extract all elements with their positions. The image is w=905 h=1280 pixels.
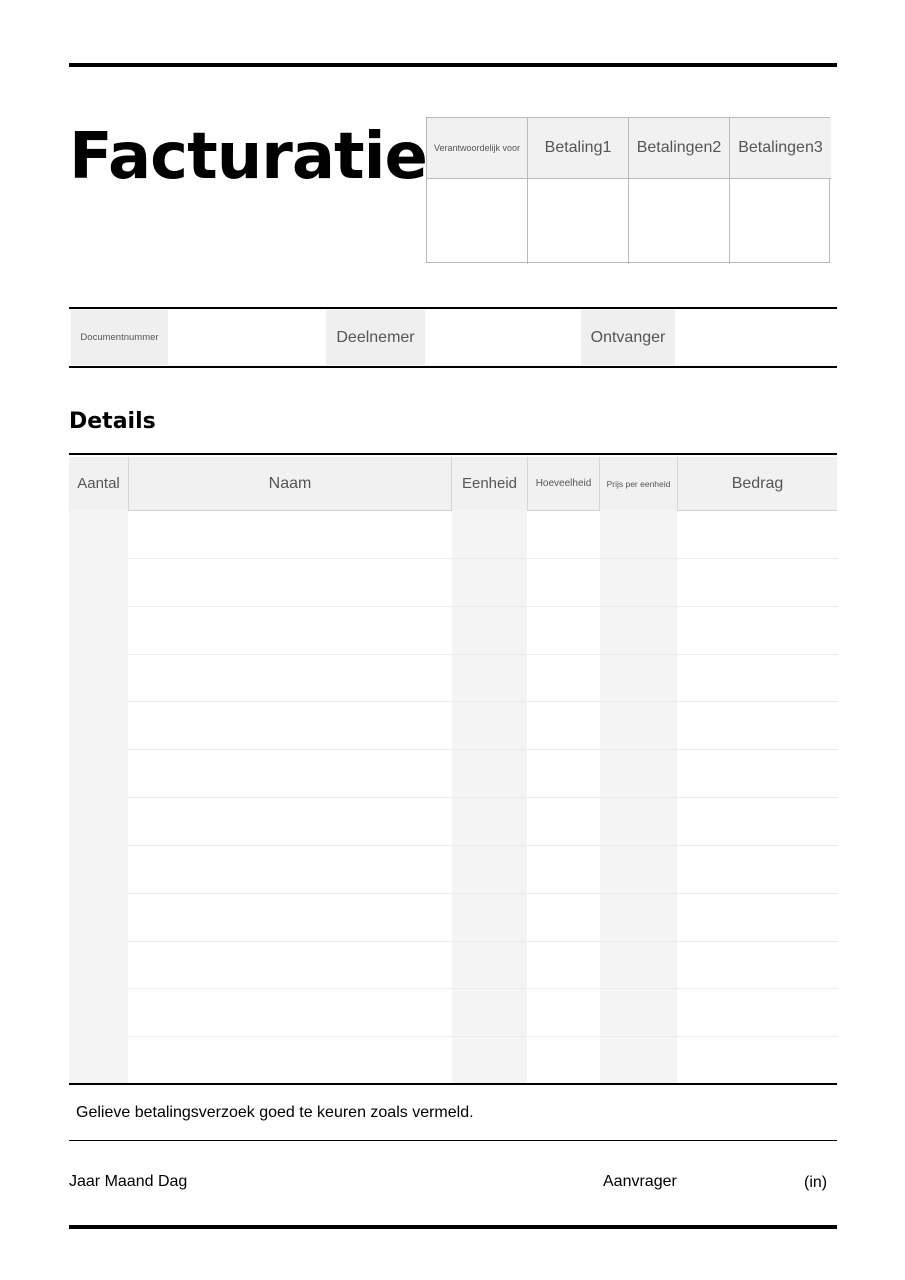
table-row-divider bbox=[128, 654, 838, 655]
approval-table bbox=[426, 117, 830, 263]
approval-cell-payment1[interactable] bbox=[528, 179, 629, 264]
bottom-rule bbox=[69, 1225, 837, 1229]
approval-note: Gelieve betalingsverzoek goed te keuren zoals vermeld. bbox=[76, 1104, 474, 1121]
details-bottom-rule bbox=[69, 1083, 837, 1085]
table-row-divider bbox=[128, 797, 838, 798]
info-top-rule bbox=[69, 307, 837, 309]
recipient-field[interactable] bbox=[675, 310, 837, 365]
recipient-label: Ontvanger bbox=[581, 310, 675, 365]
column-header-unit: Eenheid bbox=[452, 457, 527, 510]
table-row-divider bbox=[128, 1036, 838, 1037]
info-bottom-rule bbox=[69, 366, 837, 368]
column-header-amount-count: Hoeveelheid bbox=[528, 457, 599, 510]
approval-header-responsible: Verantwoordelijk voor bbox=[427, 118, 528, 179]
date-label: Jaar Maand Dag bbox=[69, 1173, 188, 1190]
column-header-name: Naam bbox=[129, 457, 451, 510]
seal-label: (in) bbox=[804, 1174, 828, 1191]
header-divider bbox=[599, 457, 600, 510]
document-title: Facturatie bbox=[69, 120, 427, 194]
table-row-divider bbox=[128, 893, 838, 894]
table-row-divider bbox=[128, 845, 838, 846]
table-row-divider bbox=[128, 558, 838, 559]
table-row-divider bbox=[128, 941, 838, 942]
approval-header-payment1: Betaling1 bbox=[528, 118, 629, 179]
details-heading: Details bbox=[69, 409, 156, 434]
approval-cell-payment2[interactable] bbox=[629, 179, 730, 264]
requester-label: Aanvrager bbox=[603, 1173, 677, 1190]
approval-header-payment2: Betalingen2 bbox=[629, 118, 730, 179]
table-row-divider bbox=[128, 988, 838, 989]
document-number-label: Documentnummer bbox=[71, 310, 168, 365]
participant-label: Deelnemer bbox=[326, 310, 425, 365]
note-rule bbox=[69, 1140, 837, 1141]
table-row-divider bbox=[128, 749, 838, 750]
header-divider bbox=[451, 457, 452, 510]
header-divider bbox=[128, 457, 129, 510]
header-divider bbox=[677, 457, 678, 510]
approval-cell-responsible[interactable] bbox=[427, 179, 528, 264]
details-top-rule bbox=[69, 453, 837, 455]
table-row-divider bbox=[128, 606, 838, 607]
document-number-field[interactable] bbox=[168, 310, 326, 365]
participant-field[interactable] bbox=[425, 310, 581, 365]
column-header-unit-price: Prijs per eenheid bbox=[600, 457, 677, 510]
column-header-total: Bedrag bbox=[678, 457, 837, 510]
top-rule bbox=[69, 63, 837, 67]
header-divider bbox=[527, 457, 528, 510]
column-header-quantity: Aantal bbox=[69, 457, 128, 510]
approval-header-payment3: Betalingen3 bbox=[730, 118, 831, 179]
table-row-divider bbox=[128, 701, 838, 702]
quantity-column bbox=[69, 510, 128, 1084]
approval-cell-payment3[interactable] bbox=[730, 179, 831, 264]
